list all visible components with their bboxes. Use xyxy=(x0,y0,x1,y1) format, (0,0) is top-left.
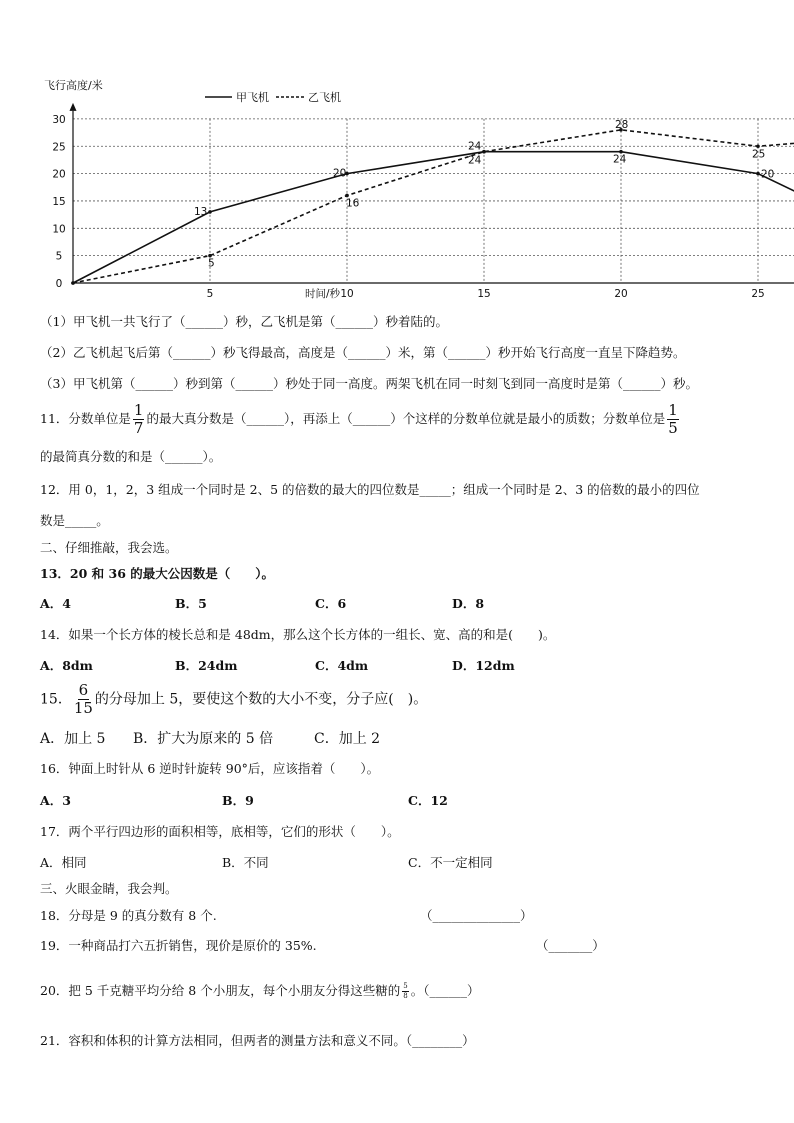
question-13: 13．20 和 36 的最大公因数是（ ）。 xyxy=(40,566,274,581)
question-15 xyxy=(40,683,427,716)
question-16: 16．钟面上时针从 6 逆时针旋转 90°后，应该指着（ ）。 xyxy=(40,761,380,776)
q15-option-c[interactable]: C．加上 2 xyxy=(314,731,381,747)
q11-part-b: 的最大真分数是（______），再添上（______）个这样的分数单位就是最小的质数；分数单位是 xyxy=(146,411,666,426)
data-point-yi xyxy=(71,281,75,285)
q16-option-c[interactable]: C．12 xyxy=(408,793,448,808)
data-label-jia: 24 xyxy=(613,153,627,166)
data-label-jia: 24 xyxy=(468,140,482,153)
sub-question-1: （1）甲飞机一共飞行了（______）秒，乙飞机是第（______）秒着陆的。 xyxy=(40,314,448,329)
question-17: 17．两个平行四边形的面积相等，底相等，它们的形状（ ）。 xyxy=(40,824,400,839)
sub-question-3: （3）甲飞机第（______）秒到第（______）秒处于同一高度。两架飞机在同一时刻飞到同一高度时是第（______）秒。 xyxy=(40,376,698,391)
q15-part-a: 15． xyxy=(40,691,72,708)
data-label-jia: 20 xyxy=(333,167,347,180)
y-tick-label: 30 xyxy=(52,113,66,126)
q13-option-c[interactable]: C．6 xyxy=(315,596,347,611)
data-point-jia xyxy=(208,210,212,214)
question-11-line-2: 的最简真分数的和是（______）。 xyxy=(40,449,222,464)
data-label-jia: 13 xyxy=(194,205,208,218)
data-label-jia: 20 xyxy=(761,168,775,181)
q14-option-a[interactable]: A．8dm xyxy=(40,658,93,673)
q14-option-b[interactable]: B．24dm xyxy=(175,658,238,673)
x-tick-label: 20 xyxy=(614,288,628,300)
chart-xlabel: 时间/秒 xyxy=(305,288,341,300)
data-label-yi: 5 xyxy=(208,257,215,270)
flight-height-chart xyxy=(0,0,794,310)
q20-part-a: 20．把 5 千克糖平均分给 8 个小朋友，每个小朋友分得这些糖的 xyxy=(40,983,401,998)
data-point-jia xyxy=(756,172,760,176)
question-12-line-2: 数是_____。 xyxy=(40,513,109,528)
data-label-yi: 28 xyxy=(615,118,629,131)
sub-question-2: （2）乙飞机起飞后第（______）秒飞得最高，高度是（______）米，第（______）秒开始飞行高度一直呈下降趋势。 xyxy=(40,345,686,360)
q18-answer-blank[interactable]: （______________） xyxy=(420,908,533,923)
question-11 xyxy=(40,403,681,436)
fraction-denominator: 15 xyxy=(73,699,93,717)
y-tick-label: 25 xyxy=(52,141,66,154)
fraction-five-eighths xyxy=(402,983,408,1000)
y-tick-label: 15 xyxy=(52,195,66,208)
q17-option-c[interactable]: C．不一定相同 xyxy=(408,855,493,870)
q16-option-a[interactable]: A．3 xyxy=(40,793,71,808)
y-tick-label: 20 xyxy=(52,168,66,181)
y-tick-label: 5 xyxy=(55,250,63,263)
legend-label-a: 甲飞机 xyxy=(236,91,269,104)
q17-option-a[interactable]: A．相同 xyxy=(40,855,87,870)
q20-part-b[interactable]: 。（______） xyxy=(410,983,480,998)
fraction-denominator: 8 xyxy=(403,992,408,1000)
q11-part-a: 11．分数单位是 xyxy=(40,411,131,426)
question-12: 12．用 0，1，2，3 组成一个同时是 2、5 的倍数的最大的四位数是_____；组成一个同时是 2、3 的倍数的最小的四位 xyxy=(40,482,700,497)
fraction-one-fifth xyxy=(667,403,679,436)
data-point-yi xyxy=(482,150,486,154)
question-21: 21．容积和体积的计算方法相同，但两者的测量方法和意义不同。（________） xyxy=(40,1033,475,1048)
q13-option-d[interactable]: D．8 xyxy=(452,596,485,611)
fraction-numerator: 6 xyxy=(78,681,89,699)
x-tick-label: 10 xyxy=(340,288,354,300)
x-tick-label: 15 xyxy=(477,288,491,300)
question-18: 18．分母是 9 的真分数有 8 个. xyxy=(40,908,217,923)
fraction-six-fifteenths xyxy=(74,683,93,716)
section-2-heading: 二、仔细推敲，我会选。 xyxy=(40,540,178,555)
y-tick-label: 10 xyxy=(52,223,66,236)
question-19: 19．一种商品打六五折销售，现价是原价的 35%. xyxy=(40,938,317,953)
y-tick-label: 0 xyxy=(55,278,63,290)
question-14: 14．如果一个长方体的棱长总和是 48dm，那么这个长方体的一组长、宽、高的和是( )。 xyxy=(40,627,556,642)
y-axis-arrow xyxy=(70,103,77,111)
fraction-numerator: 1 xyxy=(668,401,678,419)
x-tick-label: 5 xyxy=(206,288,214,300)
q16-option-b[interactable]: B．9 xyxy=(222,793,254,808)
series-line-yi xyxy=(73,130,794,283)
section-3-heading: 三、火眼金睛，我会判。 xyxy=(40,881,178,896)
question-20 xyxy=(40,978,479,1004)
chart-ylabel: 飞行高度/米 xyxy=(44,79,103,92)
legend-label-b: 乙飞机 xyxy=(308,91,341,104)
series-line-jia xyxy=(73,152,794,283)
fraction-numerator: 1 xyxy=(133,401,144,419)
q15-option-b[interactable]: B．扩大为原来的 5 倍 xyxy=(133,731,274,747)
x-tick-label: 25 xyxy=(751,288,765,300)
q13-option-a[interactable]: A．4 xyxy=(40,596,71,611)
q15-part-b: 的分母加上 5，要使这个数的大小不变，分子应( )。 xyxy=(94,691,428,708)
fraction-one-seventh xyxy=(133,403,145,436)
fraction-numerator: 5 xyxy=(403,982,408,990)
data-label-jia: 24 xyxy=(468,154,482,167)
q14-option-d[interactable]: D．12dm xyxy=(452,658,515,673)
fraction-denominator: 5 xyxy=(668,419,678,437)
q19-answer-blank[interactable]: （_______） xyxy=(536,938,605,953)
data-label-yi: 16 xyxy=(346,197,360,210)
q14-option-c[interactable]: C．4dm xyxy=(315,658,369,673)
q13-option-b[interactable]: B．5 xyxy=(175,596,207,611)
data-label-yi: 25 xyxy=(752,148,766,161)
q17-option-b[interactable]: B．不同 xyxy=(222,855,269,870)
fraction-denominator: 7 xyxy=(133,419,144,437)
q15-option-a[interactable]: A．加上 5 xyxy=(40,731,106,747)
